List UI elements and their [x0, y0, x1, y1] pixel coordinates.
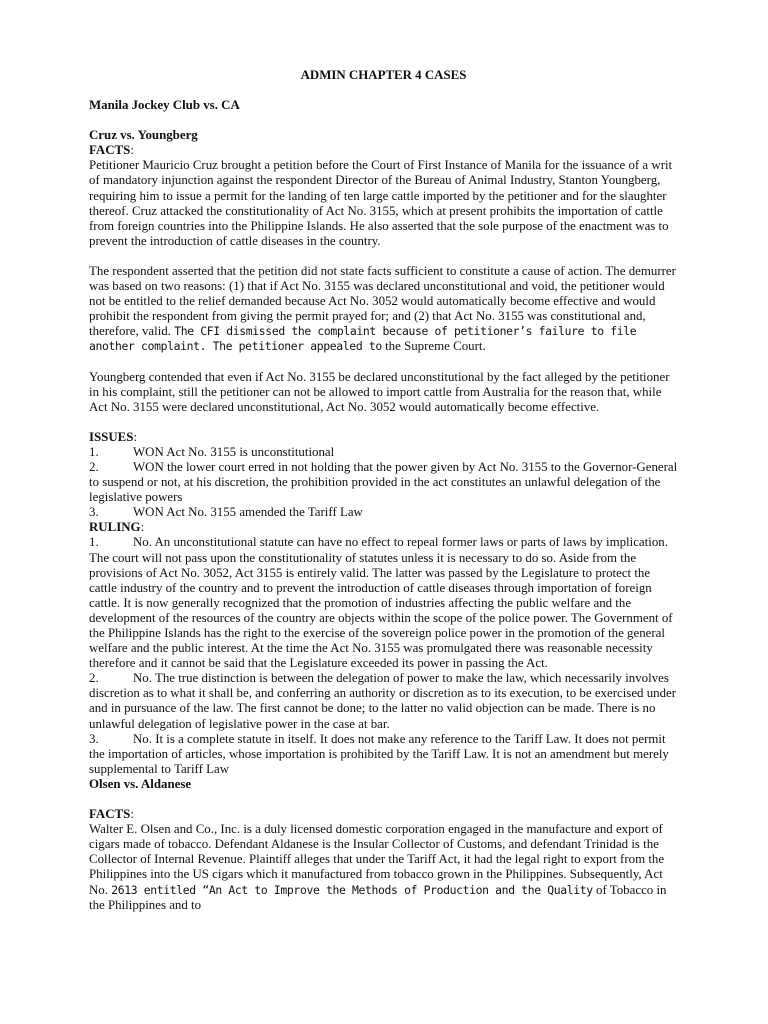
ruling-label: RULING:: [89, 520, 145, 535]
document-page: [89, 68, 678, 913]
case-title-cruz: Cruz vs. Youngberg: [89, 128, 198, 143]
issue-number: 3.: [89, 505, 99, 520]
olsen-facts-paragraph: [89, 822, 678, 913]
ruling-item: [89, 671, 678, 731]
olsen-facts-label-text: FACTS: [89, 807, 131, 822]
olsen-facts-end: of Tobacco in the Philippines and to: [89, 882, 667, 912]
cruz-facts-p2-text: The respondent asserted that the petition did not state facts sufficient to constitute a cause of action. The demurrer was based on two reasons: (1) that if Act No. 3155 was declared unconstitutional and void, the petitioner would not be entitled to the relief demanded because Act No. 3052 would automatically become effective and would prohibit the respondent from giving the permit prayed for; and (2) that Act No. 3155 was constitutional and, therefore, valid.: [89, 263, 676, 339]
ruling-item: [89, 732, 678, 777]
issue-item: [89, 505, 678, 520]
ruling-number: 3.: [89, 731, 99, 746]
issue-text: WON Act No. 3155 is unconstitutional: [133, 444, 335, 459]
issue-number: 2.: [89, 459, 99, 474]
olsen-facts-text: Walter E. Olsen and Co., Inc. is a duly licensed domestic corporation engaged in the manufacture and export of cigars made of tobacco. Defendant Aldanese is the Insular Collector of Customs, and defendant Trinidad is the Collector of Internal Revenue. Plaintiff alleges that under the Tariff Act, it had the legal right to export from the Philippines into the US cigars which it manufactured from tobacco grown in the Philippines. Subsequently, Act No.: [89, 822, 665, 897]
cruz-facts-p2-end: the Supreme Court.: [385, 339, 486, 354]
issue-number: 1.: [89, 444, 99, 459]
ruling-number: 2.: [89, 671, 99, 686]
ruling-number: 1.: [89, 535, 99, 550]
olsen-facts-mono: 2613 entitled “An Act to Improve the Methods of Production and the Quality: [111, 882, 593, 897]
ruling-text: No. The true distinction is between the delegation of power to make the law, which necessarily involves discretion as to what it shall be, and conferring an authority or discretion as to its execution, to be exercised under and in pursuance of the law. The first cannot be done; to the latter no valid objection can be made. There is no unlawful delegation of legislative power in the case at bar.: [89, 671, 677, 731]
issue-item: [89, 445, 678, 460]
facts-label-text: FACTS: [89, 143, 131, 158]
cruz-facts-paragraph-3: Youngberg contended that even if Act No. 3155 be declared unconstitutional by the fact alleged by the petitioner in his complaint, still the petitioner can not be allowed to import cattle from Australia for the reason that, while Act No. 3155 were declared unconstitutional, Act No. 3052 would automatically become effective.: [89, 369, 670, 414]
ruling-item: [89, 535, 678, 671]
case-title-olsen: Olsen vs. Aldanese: [89, 776, 192, 791]
ruling-label-text: RULING: [89, 520, 141, 535]
case-title-manila-jockey: Manila Jockey Club vs. CA: [89, 98, 240, 113]
cruz-facts-paragraph-2: [89, 264, 678, 355]
issues-label-text: ISSUES: [89, 429, 134, 444]
issue-text: WON the lower court erred in not holding that the power given by Act No. 3155 to the Governor-General to suspend or not, at his discretion, the prohibition provided in the act constitutes an unlawful delegation of the legislative powers: [89, 459, 678, 505]
ruling-text: No. It is a complete statute in itself. It does not make any reference to the Tariff Law. It does not permit the importation of articles, whose importation is prohibited by the Tariff Law. It is not an amendment but merely supplemental to Tariff Law: [89, 731, 669, 776]
issues-label: ISSUES:: [89, 429, 138, 444]
olsen-facts-label: FACTS:: [89, 807, 134, 822]
ruling-text: No. An unconstitutional statute can have no effect to repeal former laws or parts of laws by implication. The court will not pass upon the constitutionality of statutes unless it is necessary to do so. Aside from the provisions of Act No. 3052, Act 3155 is entirely valid. The latter was passed by the Legislature to protect the cattle industry of the country and to prevent the introduction of cattle diseases through importation of foreign cattle. It is now generally recognized that the promotion of industries affecting the public welfare and the development of the resources of the country are objects within the scope of the police power. The Government of the Philippine Islands has the right to the exercise of the sovereign police power in the promotion of the general welfare and the public interest. At the time the Act No. 3155 was promulgated there was reasonable necessity therefore and it cannot be said that the Legislature exceeded its power in passing the Act.: [89, 535, 673, 671]
cruz-facts-paragraph-1: Petitioner Mauricio Cruz brought a petition before the Court of First Instance of Manila for the issuance of a writ of mandatory injunction against the respondent Director of the Bureau of Animal Industry, Stanton Youngberg, requiring him to issue a permit for the landing of ten large cattle imported by the petitioner and for the slaughter thereof. Cruz attacked the constitutionality of Act No. 3155, which at present prohibits the importation of cattle from foreign countries into the Philippine Islands. He also asserted that the sole purpose of the enactment was to prevent the introduction of cattle diseases in the country.: [89, 158, 673, 248]
issue-text: WON Act No. 3155 amended the Tariff Law: [133, 505, 363, 520]
facts-label: FACTS:: [89, 143, 134, 158]
document-title: ADMIN CHAPTER 4 CASES: [300, 68, 467, 82]
issue-item: [89, 460, 678, 505]
cruz-facts-p2-mono: The CFI dismissed the complaint because of petitioner’s failure to file another complaint. The petitioner appealed to: [89, 324, 637, 354]
